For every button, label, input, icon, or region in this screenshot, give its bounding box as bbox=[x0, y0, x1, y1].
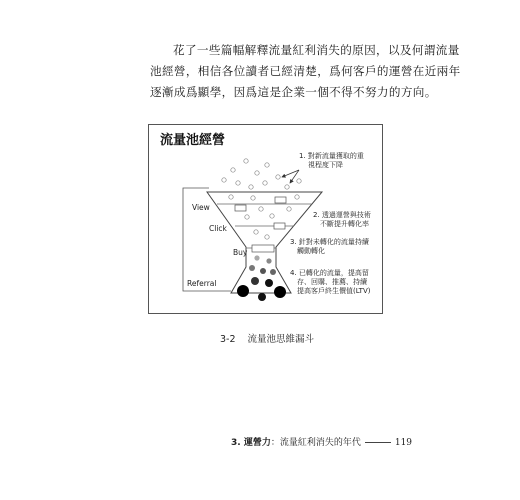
particle bbox=[236, 181, 240, 185]
funnel-diagram bbox=[149, 125, 382, 313]
particle bbox=[285, 185, 289, 189]
particle bbox=[263, 181, 267, 185]
particle bbox=[297, 179, 301, 183]
particle bbox=[265, 279, 273, 287]
particle bbox=[266, 258, 271, 263]
caption-number: 3-2 bbox=[220, 334, 236, 345]
particle bbox=[260, 268, 266, 274]
particle bbox=[249, 185, 253, 189]
particle bbox=[237, 285, 249, 297]
particle bbox=[244, 159, 248, 163]
paragraph-line: 花了一些篇幅解釋流量紅利消失的原因，以及何謂流量 bbox=[173, 43, 460, 57]
stage-box bbox=[252, 245, 274, 252]
note-2: 2. 透過運營與技術 bbox=[313, 211, 371, 219]
page-footer bbox=[231, 435, 412, 448]
stage-box bbox=[235, 205, 246, 211]
caption-text: 流量池思維漏斗 bbox=[247, 334, 315, 345]
particle bbox=[270, 214, 274, 218]
particle bbox=[229, 195, 233, 199]
footer-title: ：流量紅利消失的年代 bbox=[270, 438, 361, 448]
note-4: 提高客戶終生價值(LTV) bbox=[297, 287, 371, 295]
funnel-figure bbox=[148, 124, 383, 314]
figure-title: 流量池經營 bbox=[160, 133, 226, 148]
note-4: 4. 已轉化的流量，提高留 bbox=[290, 269, 369, 277]
particle bbox=[274, 286, 286, 298]
particle bbox=[276, 175, 280, 179]
particle bbox=[231, 168, 235, 172]
particle bbox=[254, 230, 258, 234]
body-paragraph bbox=[150, 40, 461, 103]
particle bbox=[255, 171, 259, 175]
particle bbox=[270, 269, 276, 275]
particle bbox=[251, 277, 259, 285]
paragraph-line: 逐漸成爲顯學，因爲這是企業一個不得不努力的方向。 bbox=[150, 85, 437, 99]
note-3: 3. 針對未轉化的流量持續 bbox=[290, 238, 369, 246]
stage-box bbox=[275, 197, 286, 203]
particle bbox=[259, 207, 263, 211]
stage-label-buy: Buy bbox=[233, 248, 248, 257]
note-1: 1. 對新流量獲取的重 bbox=[299, 152, 364, 160]
particle bbox=[265, 163, 269, 167]
note-3: 觸動轉化 bbox=[297, 247, 325, 255]
converted-particles bbox=[237, 255, 286, 301]
stage-box bbox=[274, 223, 285, 229]
stage-label-referral: Referral bbox=[187, 279, 217, 288]
stage-label-click: Click bbox=[209, 224, 227, 233]
particle bbox=[245, 215, 249, 219]
stage-label-view: View bbox=[192, 203, 210, 212]
paragraph-line: 池經營，相信各位讀者已經清楚，爲何客戶的運營在近兩年 bbox=[150, 64, 461, 78]
footer-chapter: 3. 運營力 bbox=[231, 438, 271, 448]
page-number: 119 bbox=[394, 438, 413, 448]
particle bbox=[295, 195, 299, 199]
traffic-particles bbox=[222, 159, 301, 239]
figure-caption bbox=[220, 331, 314, 345]
particle bbox=[251, 196, 255, 200]
particle bbox=[287, 207, 291, 211]
note-1: 視程度下降 bbox=[308, 161, 343, 169]
particle bbox=[254, 255, 259, 260]
particle bbox=[265, 235, 269, 239]
particle bbox=[222, 178, 226, 182]
note-4: 存、回購、推薦、持續 bbox=[297, 278, 367, 286]
particle bbox=[258, 293, 266, 301]
footer-rule bbox=[365, 442, 391, 443]
note-2: 不斷提升轉化率 bbox=[320, 220, 369, 228]
particle bbox=[249, 265, 255, 271]
